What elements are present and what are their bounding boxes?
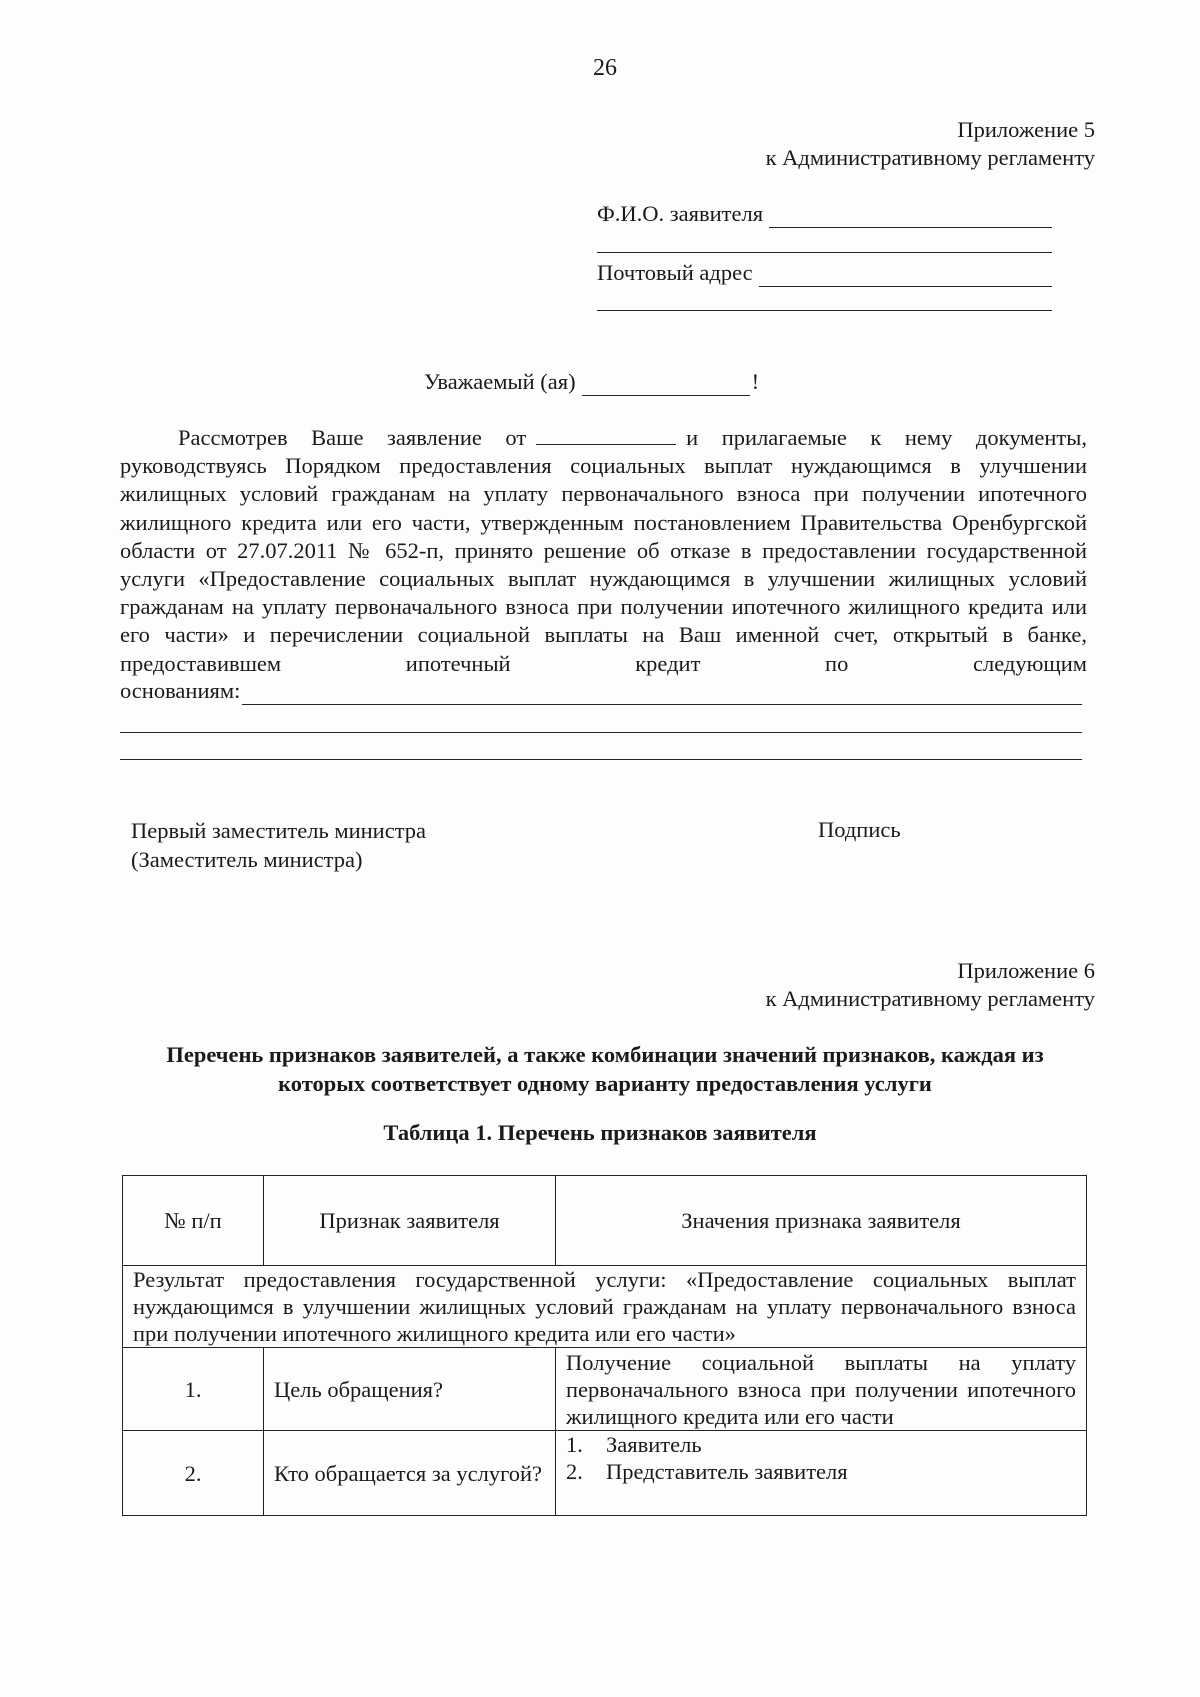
- list-item-number: 2.: [566, 1459, 583, 1484]
- postal-address-extra-line: [597, 310, 1052, 311]
- row-attribute: Цель обращения?: [264, 1348, 556, 1431]
- page-number: 26: [593, 55, 617, 81]
- row-number: 1.: [123, 1348, 264, 1431]
- row-value-list: [566, 1431, 1076, 1485]
- signature-label: Подпись: [818, 817, 901, 842]
- annex6-title: Приложение 6: [957, 958, 1095, 983]
- table-row: [123, 1431, 1087, 1516]
- table-row: [123, 1348, 1087, 1431]
- heading-line2: которых соответствует одному варианту предоставления услуги: [278, 1071, 932, 1096]
- list-item-number: 1.: [566, 1432, 583, 1457]
- table-title: Таблица 1. Перечень признаков заявителя: [383, 1120, 817, 1145]
- row-attribute: Кто обращается за услугой?: [264, 1431, 556, 1516]
- grounds-extra-line-1: [120, 732, 1082, 733]
- grounds-line: [120, 677, 1082, 705]
- applicant-name-line: [769, 205, 1052, 228]
- applicant-name-label: Ф.И.О. заявителя: [597, 201, 764, 226]
- body-end: основаниям:: [120, 678, 241, 703]
- greeting-name-line: [582, 373, 750, 396]
- postal-address-field: [597, 259, 1052, 287]
- applicant-attributes-table: [122, 1175, 1087, 1516]
- list-item: [566, 1431, 1076, 1458]
- row-value-list-cell: [556, 1431, 1087, 1516]
- heading-line1: Перечень признаков заявителей, а также комбинации значений признаков, каждая из: [166, 1042, 1044, 1067]
- grounds-fill-line: [242, 682, 1082, 705]
- list-item-text: Представитель заявителя: [606, 1459, 848, 1484]
- header-number: № п/п: [123, 1176, 264, 1266]
- list-item-text: Заявитель: [606, 1432, 702, 1457]
- annex6-heading: [110, 1040, 1100, 1098]
- annex6-subtitle: к Административному регламенту: [765, 986, 1095, 1011]
- greeting-prefix: Уважаемый (ая): [424, 369, 576, 394]
- annex5-header: [766, 116, 1095, 172]
- postal-address-label: Почтовый адрес: [597, 260, 753, 285]
- header-values: Значения признака заявителя: [556, 1176, 1087, 1266]
- greeting: [424, 368, 759, 396]
- result-cell: Результат предоставления государственной услуги: «Предоставление социальных выплат нуждающимся в улучшении жилищных условий гражданам на уплату первоначального взноса при получении ипотечного жилищного кредита или его части»: [123, 1266, 1087, 1348]
- grounds-extra-line-2: [120, 759, 1082, 760]
- application-date-line: [536, 426, 676, 445]
- letter-body: [120, 424, 1087, 678]
- header-attribute: Признак заявителя: [264, 1176, 556, 1266]
- body-main: и прилагаемые к нему документы, руководствуясь Порядком предоставления социальных выплат нуждающимся в улучшении жилищных условий гражданам на уплату первоначального взноса при получении ипотечного жилищного кредита или его части, утвержденным постановлением Правительства Оренбургской области от 27.07.2011 № 652-п, принято решение об отказе в предоставлении государственной услуги «Предоставление социальных выплат нуждающимся в улучшении жилищных условий гражданам на уплату первоначального взноса при получении ипотечного жилищного кредита или его части» и перечислении социальной выплаты на Ваш именной счет, открытый в банке, предоставившем ипотечный кредит по следующим: [120, 425, 1087, 676]
- postal-address-line: [759, 264, 1052, 287]
- annex5-subtitle: к Административному регламенту: [765, 145, 1095, 170]
- table-header-row: [123, 1176, 1087, 1266]
- body-start: Рассмотрев Ваше заявление от: [178, 425, 527, 450]
- list-item: [566, 1458, 1076, 1485]
- row-value: Получение социальной выплаты на уплату первоначального взноса при получении ипотечного жилищного кредита или его части: [556, 1348, 1087, 1431]
- result-row: [123, 1266, 1087, 1348]
- row-number: 2.: [123, 1431, 264, 1516]
- signer-block: [131, 816, 426, 874]
- applicant-name-field: [597, 200, 1052, 228]
- signer-line1: Первый заместитель министра: [131, 818, 427, 843]
- applicant-name-extra-line: [597, 252, 1052, 253]
- signer-line2: (Заместитель министра): [131, 847, 363, 872]
- annex5-title: Приложение 5: [957, 117, 1095, 142]
- annex6-header: [766, 957, 1095, 1013]
- greeting-suffix: !: [751, 369, 760, 394]
